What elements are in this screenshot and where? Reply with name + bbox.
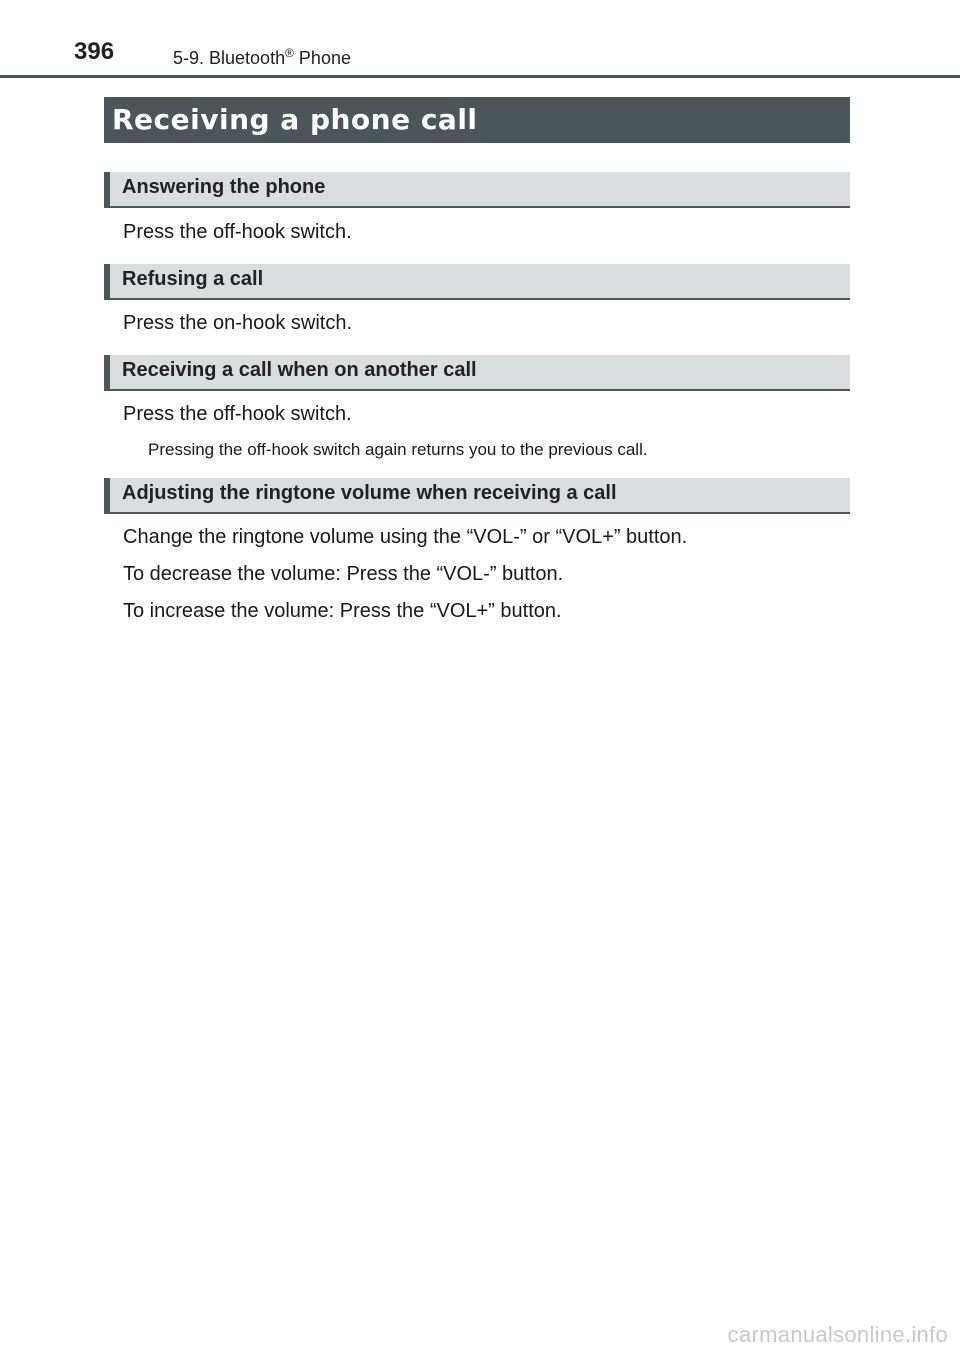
subheading-refusing-text: Refusing a call bbox=[122, 268, 264, 290]
page-title: Receiving a phone call bbox=[112, 103, 478, 136]
subheading-another-call-text: Receiving a call when on another call bbox=[122, 359, 477, 381]
paragraph-ringtone-increase: To increase the volume: Press the “VOL+” button. bbox=[123, 600, 562, 622]
paragraph-ringtone-change: Change the ringtone volume using the “VOL-” or “VOL+” button. bbox=[123, 526, 688, 548]
section-label-suffix: Phone bbox=[293, 48, 351, 68]
paragraph-ringtone-decrease: To decrease the volume: Press the “VOL-” button. bbox=[123, 563, 564, 585]
note-another-call: Pressing the off-hook switch again returns you to the previous call. bbox=[148, 440, 648, 459]
paragraph-refusing: Press the on-hook switch. bbox=[123, 312, 352, 334]
paragraph-answering: Press the off-hook switch. bbox=[123, 221, 352, 243]
footer-watermark[interactable]: carmanualsonline.info bbox=[727, 1322, 948, 1347]
registered-mark: ® bbox=[285, 46, 294, 60]
section-label-prefix: 5-9. Bluetooth bbox=[173, 48, 286, 68]
page-number: 396 bbox=[74, 38, 115, 65]
subheading-another-call bbox=[104, 355, 850, 391]
subheading-ringtone-volume-text: Adjusting the ringtone volume when receiving a call bbox=[122, 482, 617, 504]
subheading-answering-text: Answering the phone bbox=[122, 176, 326, 198]
header-rule bbox=[0, 75, 960, 78]
subheading-ringtone-volume bbox=[104, 478, 850, 514]
paragraph-another-call: Press the off-hook switch. bbox=[123, 403, 352, 425]
subheading-answering bbox=[104, 172, 850, 208]
section-label bbox=[173, 46, 351, 69]
page-title-bar bbox=[104, 97, 850, 143]
page-header bbox=[0, 0, 960, 80]
subheading-refusing bbox=[104, 264, 850, 300]
